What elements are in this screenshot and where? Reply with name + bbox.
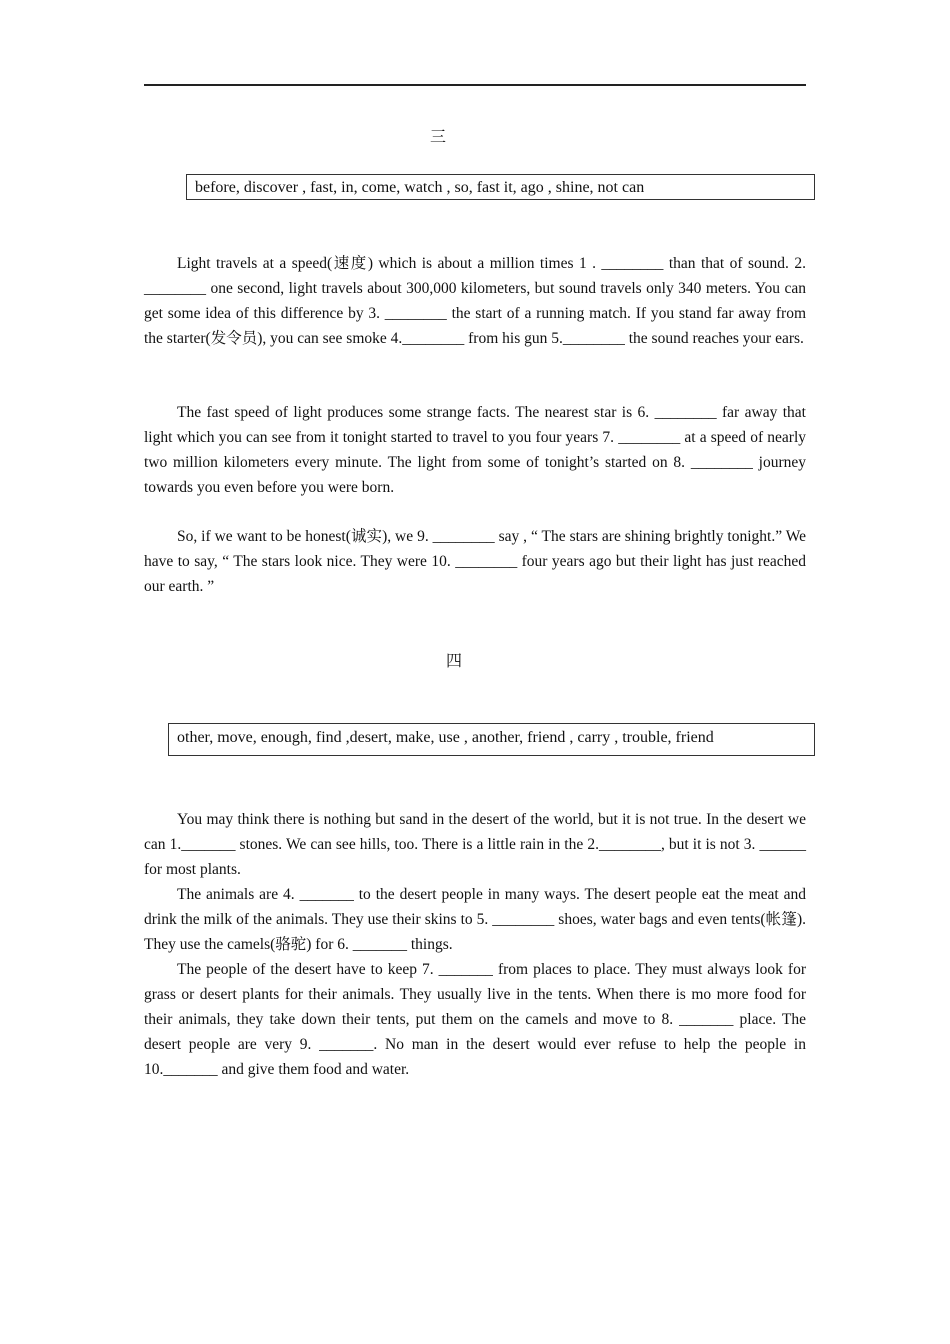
section-4-word-box: other, move, enough, find ,desert, make, use , another, friend , carry , trouble, friend [168,723,815,756]
section-3-heading: 三 [430,129,447,146]
section-4-paragraph-2: The animals are 4. _______ to the desert people in many ways. The desert people eat the meat and drink the milk of the animals. They use their skins to 5. ________ shoes, water bags and even tents(帐篷). They use the camels(骆驼) for 6. _______ things. [144,886,806,953]
section-3-paragraph-1: Light travels at a speed(速度) which is about a million times 1 . ________ than that of sound. 2. ________ one second, light travels about 300,000 kilometers, but sound travels only 340 meters. You can get some idea of this difference by 3. ________ the start of a running match. If you stand far away from the starter(发令员), you can see smoke 4.________ from his gun 5.________ the sound reaches your ears. [144,255,806,347]
section-4-paragraph-3: The people of the desert have to keep 7. _______ from places to place. They must always look for grass or desert plants for their animals. They usually live in the tents. When there is mo more food for their animals, they take down their tents, put them on the camels and move to 8. _______ place. The desert people are very 9. _______. No man in the desert would ever refuse to help the people in 10._______ and give them food and water. [144,961,806,1078]
section-3-word-box: before, discover , fast, in, come, watch , so, fast it, ago , shine, not can [186,174,815,200]
section-4-heading: 四 [446,653,463,670]
section-3-paragraph-2: The fast speed of light produces some strange facts. The nearest star is 6. ________ far away that light which you can see from it tonight started to travel to you four years 7. ________ at a speed of nearly two million kilometers every minute. The light from some of tonight’s started on 8. ________ journey towards you even before you were born. [144,404,806,496]
section-3-paragraph-3: So, if we want to be honest(诚实), we 9. ________ say , “ The stars are shining brightly tonight.” We have to say, “ The stars look nice. They were 10. ________ four years ago but their light has just reached our earth. ” [144,528,806,595]
header-rule [144,84,806,86]
section-4-paragraph-1: You may think there is nothing but sand in the desert of the world, but it is not true. In the desert we can 1._______ stones. We can see hills, too. There is a little rain in the 2.________, but it is not 3. ______ for most plants. [144,811,806,878]
